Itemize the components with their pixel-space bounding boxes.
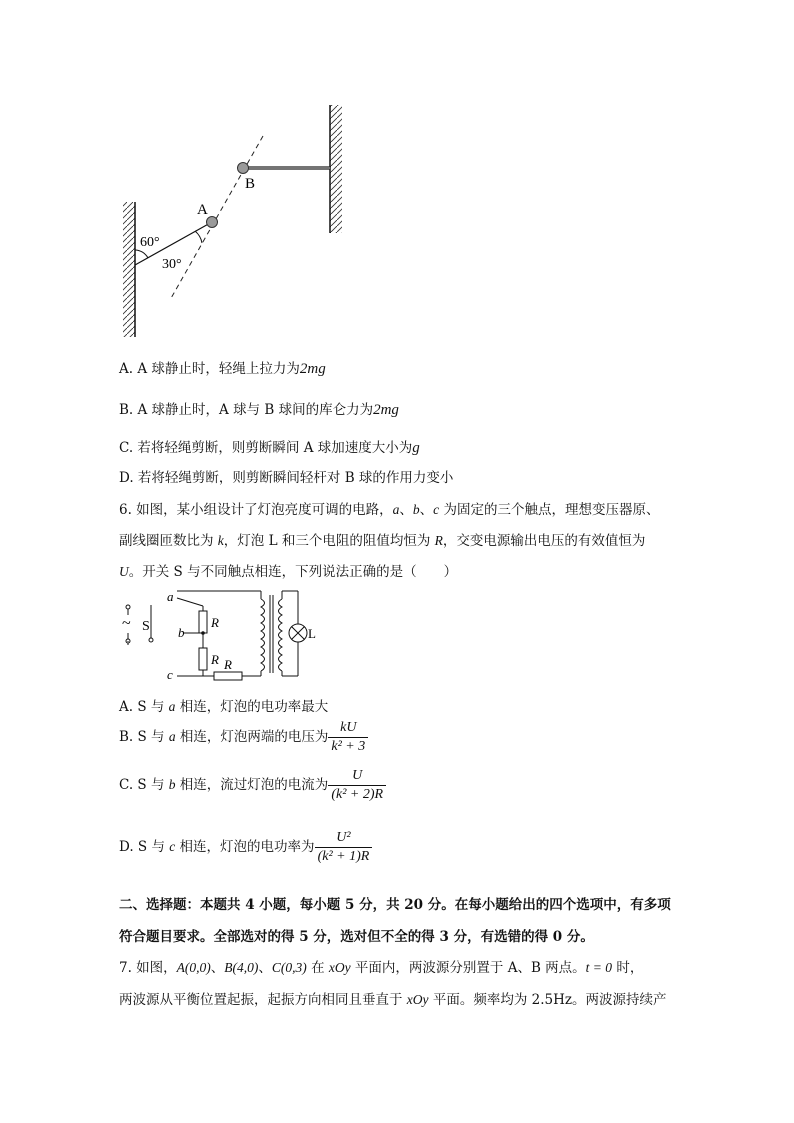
label-b: B — [245, 176, 256, 192]
label-30: 30° — [162, 257, 182, 272]
node-b: b — [178, 625, 185, 640]
q6-option-c: C. S 与 b 相连，流过灯泡的电流为 $\frac{U}{\text{(k² + 2)R}}$ — [119, 768, 386, 803]
q6-circuit — [115, 585, 315, 685]
resistor-3-label: R — [224, 657, 232, 672]
q6-stem-line2: 副线圈匝数比为 k，灯泡 L 和三个电阻的阻值均恒为 R，交变电源输出电压的有效值恒为 — [119, 533, 646, 549]
q6-option-d: D. S 与 c 相连，灯泡的电功率为 $\frac{\text{U²}}{\text{(k² + 1)R}}$ — [119, 830, 372, 865]
q5-option-a: A. A 球静止时，轻绳上拉力为2mg — [119, 361, 326, 377]
q6-stem-line1: 6. 如图，某小组设计了灯泡亮度可调的电路，a、b、c 为固定的三个触点，理想变压器原、 — [119, 502, 660, 518]
q5-option-b: B. A 球静止时，A 球与 B 球间的库仑力为2mg — [119, 402, 399, 418]
q5-option-c: C. 若将轻绳剪断，则剪断瞬间 A 球加速度大小为g — [119, 440, 420, 456]
source-ac-symbol: ~ — [122, 615, 131, 632]
q6-option-b: B. S 与 a 相连，灯泡两端的电压为 $\frac{kU}{\text{k² + 3}}$ — [119, 720, 368, 755]
q7-line2: 两波源从平衡位置起振，起振方向相同且垂直于 xOy 平面。频率均为 2.5Hz。两波源持续产 — [119, 992, 667, 1008]
label-a: A — [197, 202, 208, 218]
section2-line1: 二、选择题：本题共 4 小题，每小题 5 分，共 20 分。在每小题给出的四个选项中，有多项 — [119, 897, 671, 913]
left-wall-hatch — [123, 202, 135, 337]
angle-arc-30 — [195, 231, 202, 243]
q6-d-fraction: $\frac{\text{U²}}{\text{(k² + 1)R}}$ — [315, 830, 373, 865]
ball-a — [207, 217, 218, 228]
q5-option-d: D. 若将轻绳剪断，则剪断瞬间轻杆对 B 球的作用力变小 — [119, 470, 454, 486]
angle-arc-60 — [135, 250, 148, 258]
q7-line1: 7. 如图，A(0,0)、B(4,0)、C(0,3) 在 xOy 平面内，两波源分别置于 A、B 两点。t = 0 时， — [119, 960, 644, 976]
switch-label: S — [142, 619, 150, 634]
resistor-2-label: R — [211, 652, 219, 667]
right-wall-hatch — [330, 105, 342, 233]
ball-b — [238, 163, 249, 174]
q6-c-fraction: $\frac{U}{\text{(k² + 2)R}}$ — [328, 768, 386, 803]
label-60: 60° — [140, 235, 160, 250]
q6-b-fraction: $\frac{kU}{\text{k² + 3}}$ — [328, 720, 368, 755]
q6-stem-line3: U。开关 S 与不同触点相连，下列说法正确的是（ ） — [119, 564, 458, 580]
lamp-label: L — [308, 626, 316, 641]
section2-line2: 符合题目要求。全部选对的得 5 分，选对但不全的得 3 分，有选错的得 0 分。 — [119, 929, 594, 945]
dashed-axis — [170, 136, 263, 300]
q5-figure — [115, 100, 345, 340]
resistor-1-label: R — [211, 615, 219, 630]
node-c: c — [167, 667, 173, 682]
q6-option-a: A. S 与 a 相连，灯泡的电功率最大 — [119, 699, 329, 715]
node-a: a — [167, 589, 174, 604]
